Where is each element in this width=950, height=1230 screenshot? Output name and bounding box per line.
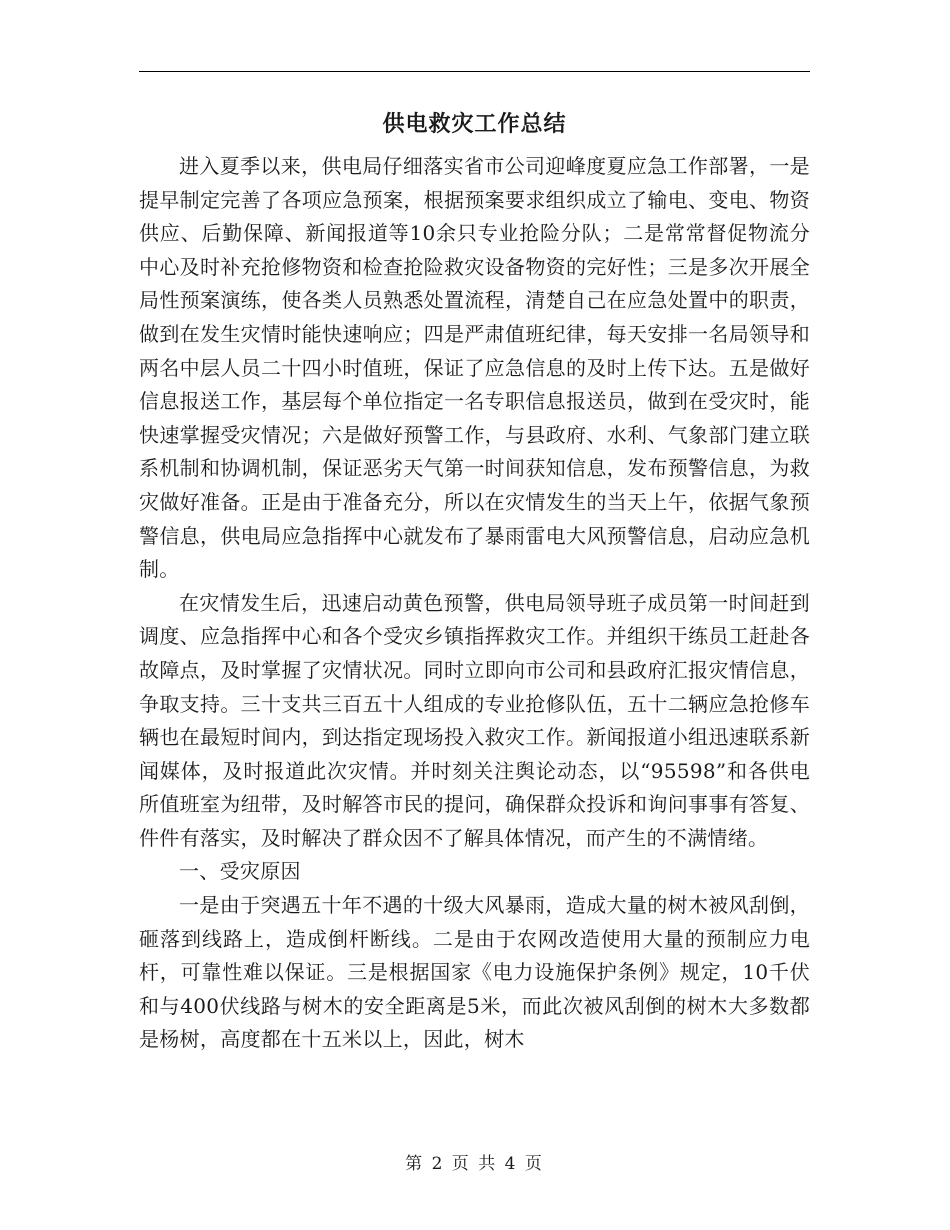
document-body (139, 150, 810, 1057)
document-title: 供电救灾工作总结 (382, 112, 567, 137)
page-number-footer: 第 2 页 共 4 页 (405, 1154, 544, 1174)
paragraph-causes: 一是由于突遇五十年不遇的十级大风暴雨，造成大量的树木被风刮倒，砸落到线路上，造成倒杆断线。二是由于农网改造使用大量的预制应力电杆，可靠性难以保证。三是根据国家《电力设施保护条例》规定，10千伏和与400伏线路与树木的安全距离是5米，而此次被风刮倒的树木大多数都是杨树，高度都在十五米以上，因此，树木 (139, 893, 810, 1052)
header-rule (139, 71, 810, 72)
section-heading-causes: 一、受灾原因 (179, 859, 301, 884)
paragraph-response: 在灾情发生后，迅速启动黄色预警，供电局领导班子成员第一时间赶到调度、应急指挥中心和各个受灾乡镇指挥救灾工作。并组织干练员工赶赴各故障点，及时掌握了灾情状况。同时立即向市公司和县政府汇报灾情信息，争取支持。三十支共三百五十人组成的专业抢修队伍，五十二辆应急抢修车辆也在最短时间内，到达指定现场投入救灾工作。新闻报道小组迅速联系新闻媒体，及时报道此次灾情。并时刻关注舆论动态，以“95598”和各供电所值班室为纽带，及时解答市民的提问，确保群众投诉和询问事事有答复、件件有落实，及时解决了群众因不了解具体情况，而产生的不满情绪。 (139, 590, 810, 850)
paragraph-preparation: 进入夏季以来，供电局仔细落实省市公司迎峰度夏应急工作部署，一是提早制定完善了各项应急预案，根据预案要求组织成立了输电、变电、物资供应、后勤保障、新闻报道等10余只专业抢险分队；二是常常督促物流分中心及时补充抢修物资和检查抢险救灾设备物资的完好性；三是多次开展全局性预案演练，使各类人员熟悉处置流程，清楚自己在应急处置中的职责，做到在发生灾情时能快速响应；四是严肃值班纪律，每天安排一名局领导和两名中层人员二十四小时值班，保证了应急信息的及时上传下达。五是做好信息报送工作，基层每个单位指定一名专职信息报送员，做到在受灾时，能快速掌握受灾情况；六是做好预警工作，与县政府、水利、气象部门建立联系机制和协调机制，保证恶劣天气第一时间获知信息，发布预警信息，为救灾做好准备。正是由于准备充分，所以在灾情发生的当天上午，依据气象预警信息，供电局应急指挥中心就发布了暴雨雷电大风预警信息，启动应急机制。 (139, 154, 810, 582)
